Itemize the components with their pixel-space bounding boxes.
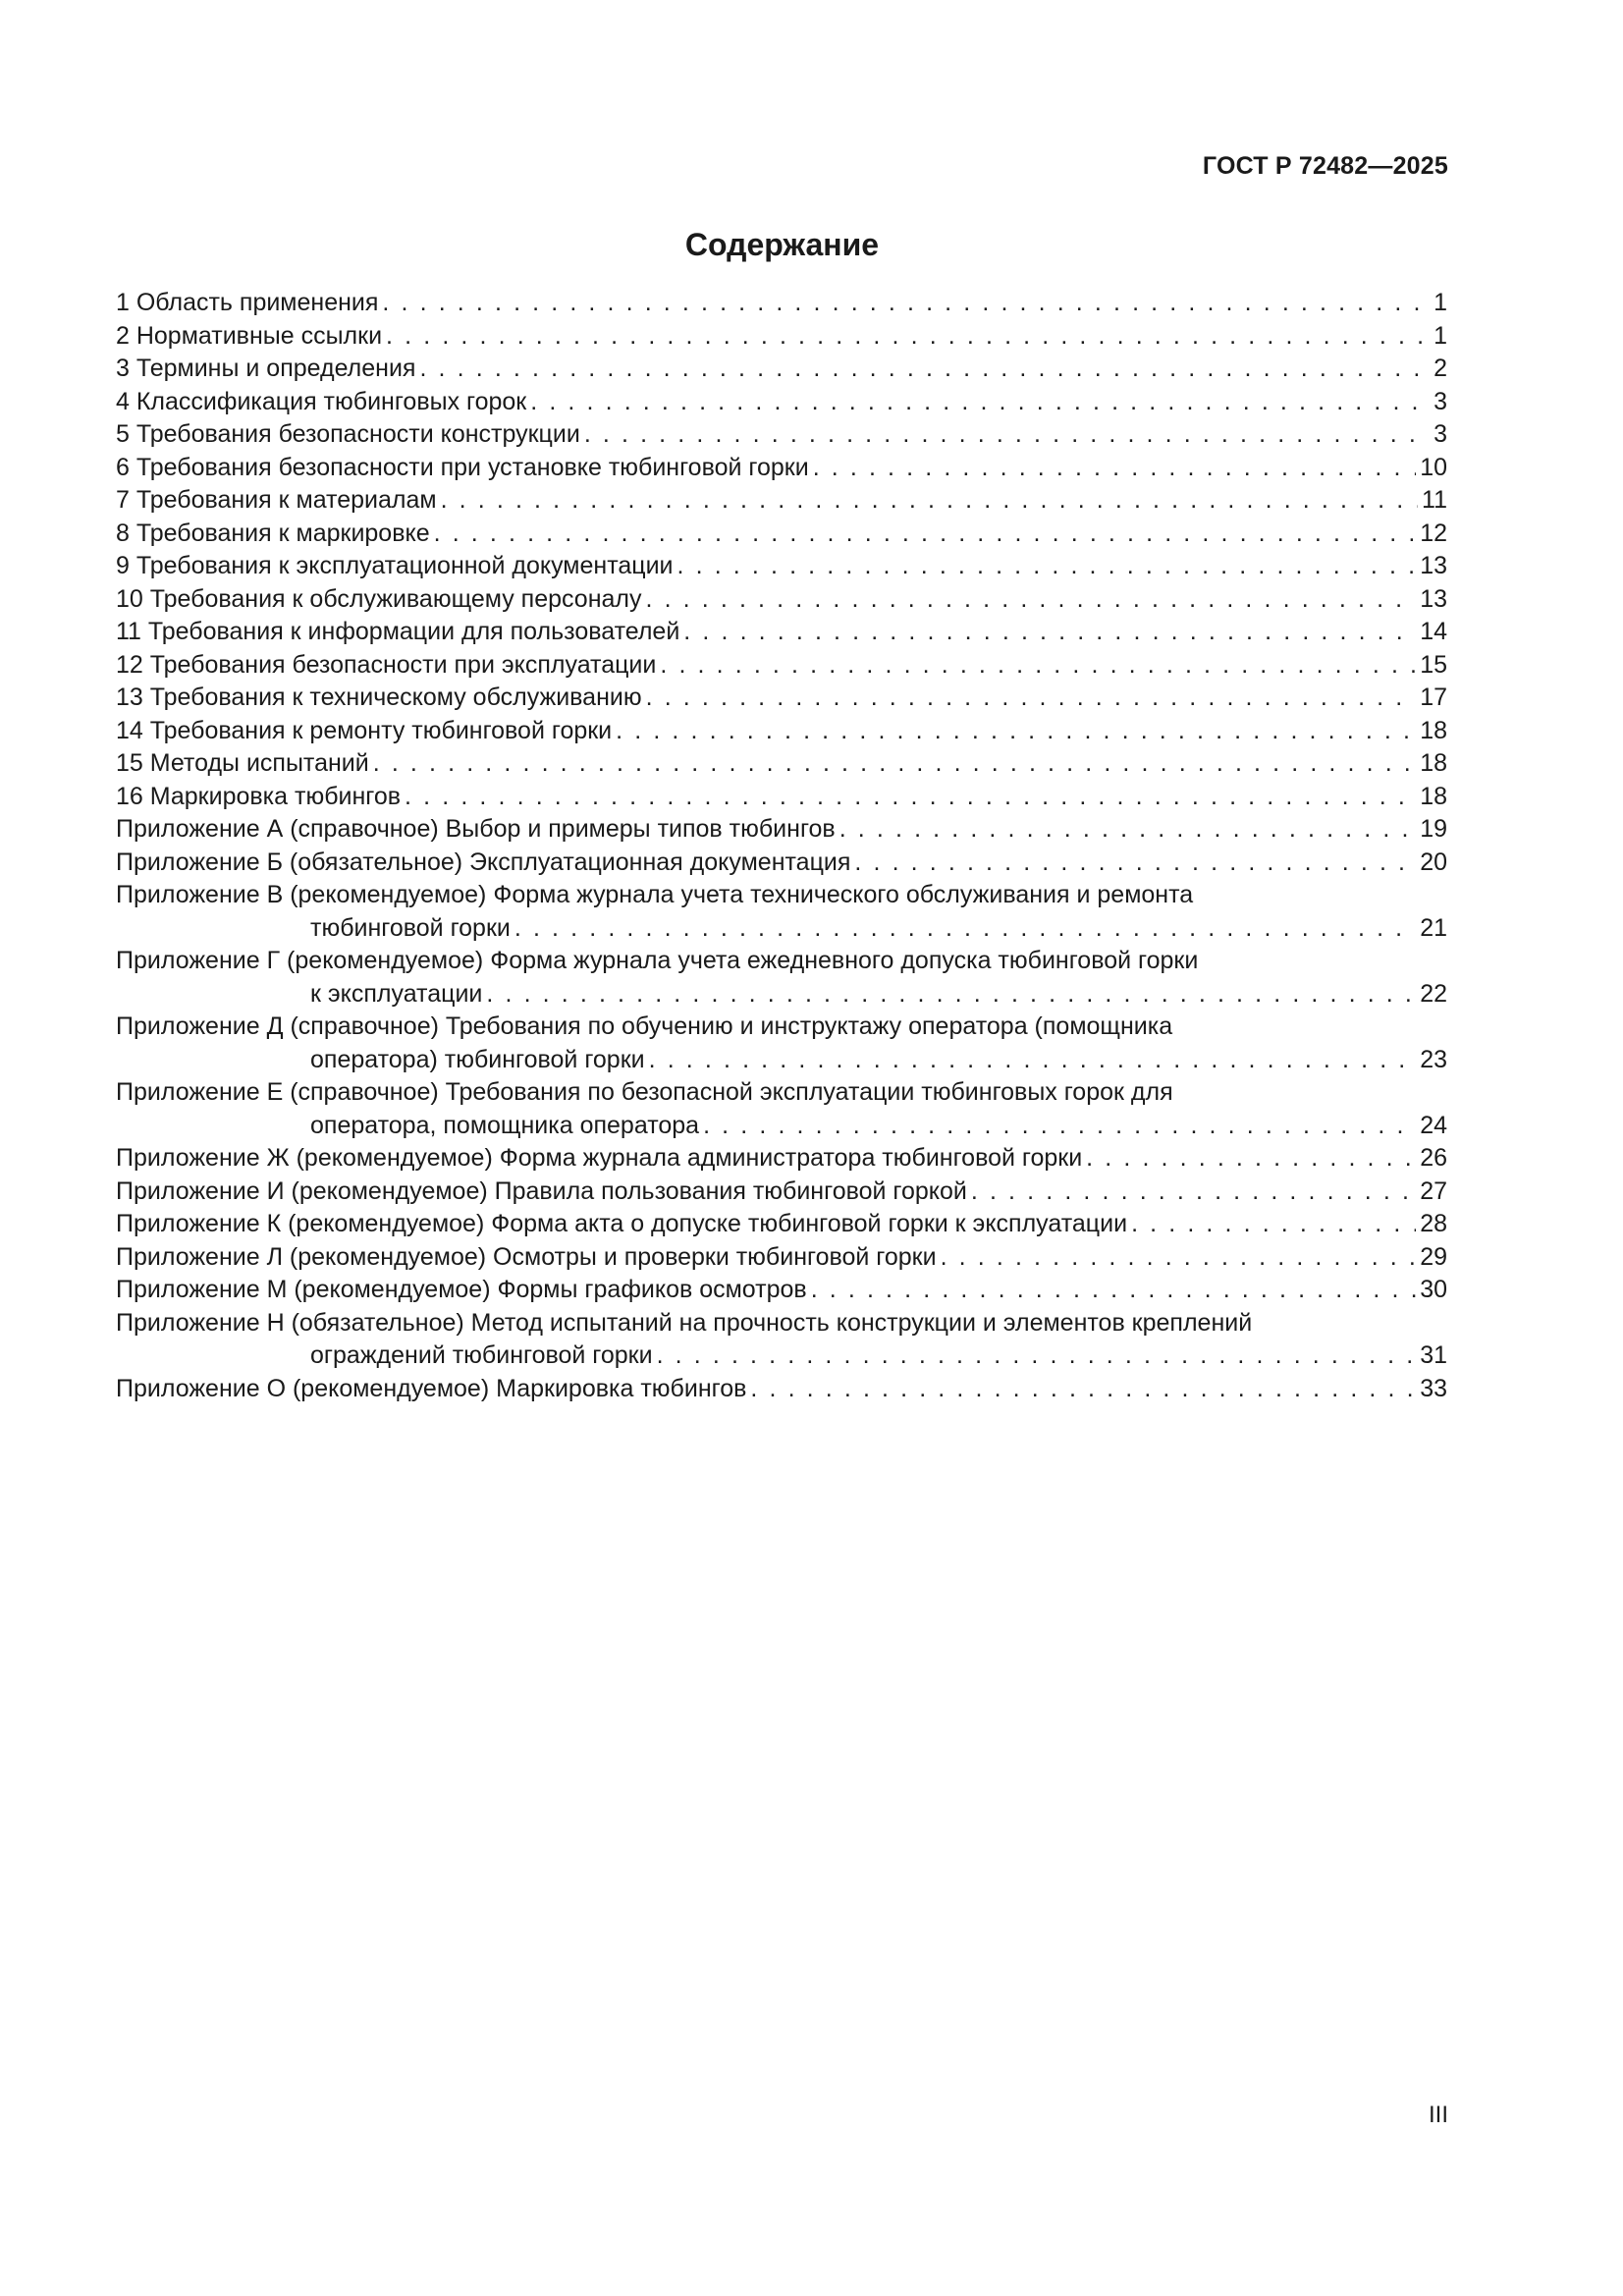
dot-leader — [683, 616, 1416, 649]
toc-entry-text: 10 Требования к обслуживающему персоналу — [116, 584, 642, 613]
toc-entry-line-wrapped — [116, 945, 1447, 978]
toc-title: Содержание — [684, 227, 880, 262]
toc-entry[interactable] — [116, 649, 1447, 683]
toc-entry-line — [116, 484, 1447, 518]
toc-entry[interactable] — [116, 1307, 1447, 1373]
toc-entry[interactable] — [116, 781, 1447, 814]
toc-entry-text: Приложение К (рекомендуемое) Форма акта о допуске тюбинговой горки к эксплуатации — [116, 1210, 1128, 1237]
toc-entry[interactable] — [116, 1011, 1447, 1076]
toc-entry-text: 9 Требования к эксплуатационной документации — [116, 552, 674, 579]
toc-entry-line — [116, 912, 1447, 946]
toc-entry-line — [116, 715, 1447, 748]
toc-page-number: 2 — [1434, 355, 1447, 382]
toc-entry-text: к эксплуатации — [310, 979, 483, 1008]
toc-entry-line — [116, 747, 1447, 781]
dot-leader — [419, 353, 1430, 386]
toc-entry-line — [116, 649, 1447, 683]
toc-entry-line — [116, 978, 1447, 1011]
dot-leader — [854, 847, 1416, 880]
toc-entry[interactable] — [116, 583, 1447, 617]
dot-leader — [434, 518, 1417, 551]
toc-page-number: 26 — [1420, 1144, 1447, 1172]
toc-page-number: 20 — [1420, 847, 1447, 876]
toc-entry[interactable] — [116, 715, 1447, 748]
toc-entry-line-wrapped — [116, 1011, 1447, 1044]
dot-leader — [486, 978, 1416, 1011]
dot-leader — [811, 1274, 1417, 1307]
toc-entry[interactable] — [116, 452, 1447, 485]
dot-leader — [703, 1110, 1416, 1143]
toc-entry-line — [116, 452, 1447, 485]
toc-page-number: 31 — [1420, 1341, 1447, 1369]
toc-page-number: 33 — [1420, 1374, 1447, 1402]
dot-leader — [382, 287, 1430, 320]
toc-entry-text: 16 Маркировка тюбингов — [116, 782, 402, 810]
toc-page-number: 3 — [1434, 420, 1447, 448]
toc-entry-text: Приложение Б (обязательное) Эксплуатационная документация — [116, 847, 851, 876]
toc-page-number: 13 — [1420, 552, 1447, 579]
toc-entry-line-wrapped — [116, 1076, 1447, 1110]
toc-entry[interactable] — [116, 550, 1447, 583]
dot-leader — [813, 452, 1417, 485]
toc-entry-text: 5 Требования безопасности конструкции — [116, 420, 580, 448]
toc-entry[interactable] — [116, 386, 1447, 419]
toc-entry[interactable] — [116, 1142, 1447, 1175]
dot-leader — [646, 583, 1417, 617]
toc-entry[interactable] — [116, 1241, 1447, 1275]
toc-entry-line — [116, 1208, 1447, 1241]
toc-entry-line — [116, 1142, 1447, 1175]
toc-page-number: 18 — [1420, 749, 1447, 777]
toc-entry-text: оператора, помощника оператора — [310, 1111, 700, 1139]
toc-entry-line-wrapped — [116, 879, 1447, 912]
dot-leader — [660, 649, 1416, 683]
toc-page-number: 27 — [1420, 1176, 1447, 1205]
toc-entry-line — [116, 1274, 1447, 1307]
toc-page-number: 18 — [1420, 782, 1447, 810]
toc-page-number: 17 — [1420, 683, 1447, 711]
toc-entry-line — [116, 320, 1447, 354]
toc-entry-line — [116, 550, 1447, 583]
dot-leader — [530, 386, 1430, 419]
toc-entry-line — [116, 1175, 1447, 1209]
dot-leader — [677, 550, 1417, 583]
toc-page-number: 24 — [1420, 1111, 1447, 1139]
document-code: ГОСТ Р 72482—2025 — [1202, 152, 1448, 180]
toc-entry[interactable] — [116, 1373, 1447, 1406]
toc-entry-line — [116, 616, 1447, 649]
toc-entry-line — [116, 1339, 1447, 1373]
toc-entry-line — [116, 583, 1447, 617]
toc-entry-text: ограждений тюбинговой горки — [310, 1341, 653, 1369]
dot-leader — [441, 484, 1418, 518]
toc-entry-line — [116, 1241, 1447, 1275]
dot-leader — [386, 320, 1430, 354]
toc-entry-text: 12 Требования безопасности при эксплуатации — [116, 650, 657, 679]
toc-entry-text: Приложение М (рекомендуемое) Формы графиков осмотров — [116, 1276, 807, 1303]
toc-entry[interactable] — [116, 1274, 1447, 1307]
toc-entry[interactable] — [116, 813, 1447, 847]
toc-entry[interactable] — [116, 320, 1447, 354]
toc-entry[interactable] — [116, 1175, 1447, 1209]
toc-page-number: 22 — [1420, 979, 1447, 1008]
toc-entry[interactable] — [116, 418, 1447, 452]
toc-page-number: 14 — [1420, 618, 1447, 645]
toc-entry[interactable] — [116, 879, 1447, 945]
toc-entry-text: 14 Требования к ремонту тюбинговой горки — [116, 716, 613, 744]
toc-entry-text: 11 Требования к информации для пользователей — [116, 618, 680, 645]
dot-leader — [616, 715, 1416, 748]
toc-entry-line — [116, 682, 1447, 715]
toc-entry-text: Приложение И (рекомендуемое) Правила пользования тюбинговой горкой — [116, 1176, 967, 1205]
toc-entry[interactable] — [116, 1208, 1447, 1241]
toc-entry-text: 6 Требования безопасности при установке тюбинговой горки — [116, 453, 809, 481]
toc-entry[interactable] — [116, 484, 1447, 518]
toc-entry-line — [116, 847, 1447, 880]
dot-leader — [514, 912, 1416, 946]
toc-page-number: 28 — [1420, 1210, 1447, 1237]
toc-entry-text: Приложение Л (рекомендуемое) Осмотры и проверки тюбинговой горки — [116, 1242, 937, 1271]
toc-page-number: 1 — [1434, 321, 1447, 350]
toc-entry-text: тюбинговой горки — [310, 913, 511, 942]
toc-page-number: 18 — [1420, 716, 1447, 744]
toc-entry-line — [116, 518, 1447, 551]
toc-list — [116, 287, 1447, 1405]
toc-page-number: 13 — [1420, 584, 1447, 613]
toc-entry-line — [116, 1044, 1447, 1077]
toc-entry[interactable] — [116, 945, 1447, 1011]
toc-page-number: 19 — [1420, 815, 1447, 843]
toc-entry-line — [116, 287, 1447, 320]
toc-entry-line — [116, 813, 1447, 847]
toc-page-number: 21 — [1420, 913, 1447, 942]
toc-entry-text: Приложение Е (справочное) Требования по безопасной эксплуатации тюбинговых горок для — [116, 1078, 1173, 1106]
toc-entry-text: Приложение А (справочное) Выбор и примеры типов тюбингов — [116, 815, 836, 843]
dot-leader — [1131, 1208, 1416, 1241]
toc-entry-text: Приложение Г (рекомендуемое) Форма журнала учета ежедневного допуска тюбинговой горки — [116, 947, 1199, 974]
toc-entry-text: оператора) тюбинговой горки — [310, 1045, 645, 1073]
toc-page-number: 11 — [1422, 486, 1447, 514]
toc-entry[interactable] — [116, 1076, 1447, 1142]
toc-entry[interactable] — [116, 747, 1447, 781]
dot-leader — [750, 1373, 1416, 1406]
dot-leader — [646, 682, 1417, 715]
page-number: III — [1428, 2102, 1448, 2128]
toc-entry[interactable] — [116, 847, 1447, 880]
toc-page-number: 1 — [1434, 289, 1447, 316]
toc-entry-text: 15 Методы испытаний — [116, 749, 369, 777]
toc-entry[interactable] — [116, 287, 1447, 320]
toc-entry-line — [116, 1373, 1447, 1406]
toc-entry-line — [116, 386, 1447, 419]
toc-entry[interactable] — [116, 682, 1447, 715]
toc-page-number: 3 — [1434, 387, 1447, 415]
dot-leader — [373, 747, 1416, 781]
dot-leader — [584, 418, 1430, 452]
toc-entry[interactable] — [116, 616, 1447, 649]
toc-entry-text: Приложение Д (справочное) Требования по обучению и инструктажу оператора (помощника — [116, 1012, 1173, 1040]
toc-page-number: 12 — [1420, 519, 1447, 547]
toc-entry-text: 7 Требования к материалам — [116, 486, 437, 514]
toc-entry-line — [116, 781, 1447, 814]
dot-leader — [405, 781, 1416, 814]
toc-entry-text: Приложение В (рекомендуемое) Форма журнала учета технического обслуживания и ремонта — [116, 881, 1194, 908]
dot-leader — [941, 1241, 1417, 1275]
toc-page-number: 29 — [1420, 1242, 1447, 1271]
toc-entry-text: 8 Требования к маркировке — [116, 519, 430, 547]
toc-entry-text: Приложение Ж (рекомендуемое) Форма журнала администратора тюбинговой горки — [116, 1144, 1083, 1172]
toc-page-number: 30 — [1420, 1276, 1447, 1303]
toc-entry-text: Приложение Н (обязательное) Метод испытаний на прочность конструкции и элементов креплений — [116, 1308, 1253, 1337]
toc-page-number: 23 — [1420, 1045, 1447, 1073]
toc-page-number: 10 — [1420, 453, 1447, 481]
toc-entry-text: 4 Классификация тюбинговых горок — [116, 387, 527, 415]
toc-entry-text: 2 Нормативные ссылки — [116, 321, 383, 350]
toc-entry-text: 3 Термины и определения — [116, 355, 416, 382]
toc-entry-text: Приложение О (рекомендуемое) Маркировка тюбингов — [116, 1374, 747, 1402]
toc-page-number: 15 — [1420, 650, 1447, 679]
dot-leader — [839, 813, 1416, 847]
toc-entry-line — [116, 1110, 1447, 1143]
toc-entry-line — [116, 418, 1447, 452]
dot-leader — [657, 1339, 1417, 1373]
toc-entry[interactable] — [116, 518, 1447, 551]
toc-entry-text: 1 Область применения — [116, 289, 379, 316]
dot-leader — [649, 1044, 1417, 1077]
toc-entry-line — [116, 353, 1447, 386]
toc-entry-line-wrapped — [116, 1307, 1447, 1340]
toc-entry-text: 13 Требования к техническому обслуживанию — [116, 683, 642, 711]
dot-leader — [971, 1175, 1416, 1209]
dot-leader — [1086, 1142, 1416, 1175]
toc-entry[interactable] — [116, 353, 1447, 386]
